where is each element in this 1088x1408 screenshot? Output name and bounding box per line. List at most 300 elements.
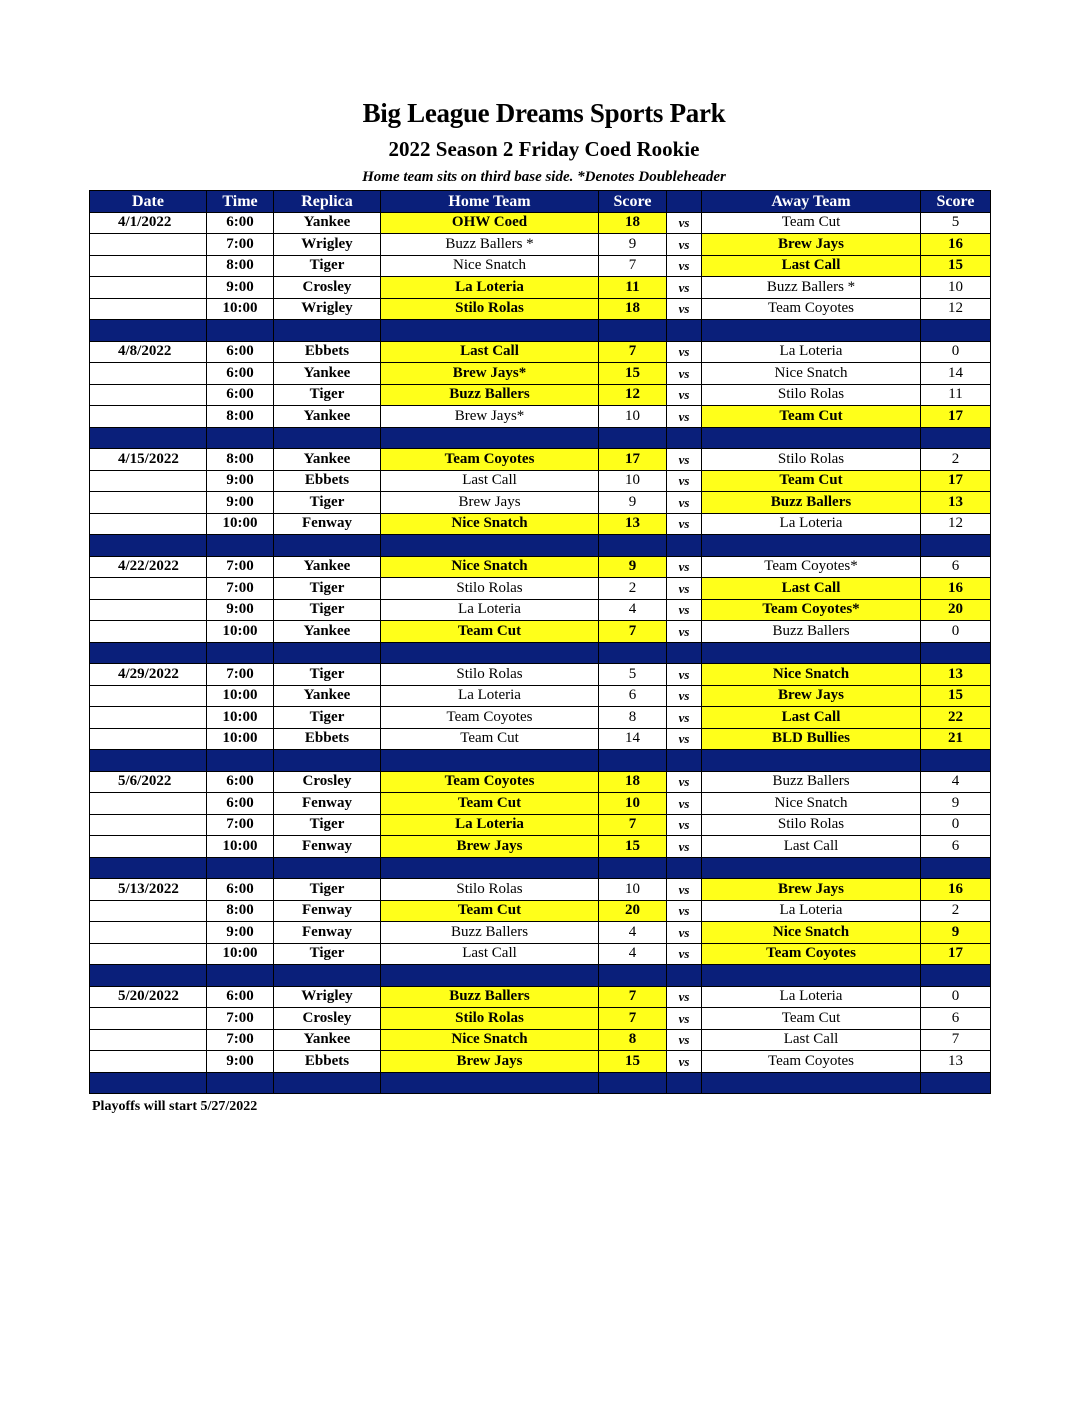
replica-cell: Wrigley (274, 298, 381, 320)
separator-cell (274, 642, 381, 664)
col-header-away-team: Away Team (702, 191, 921, 213)
time-cell: 10:00 (207, 685, 274, 707)
home-team-cell: Team Cut (381, 728, 599, 750)
table-row (90, 793, 991, 815)
separator-cell (702, 535, 921, 557)
schedule-note: Home team sits on third base side. *Denotes Doubleheader (362, 169, 726, 185)
time-cell: 8:00 (207, 900, 274, 922)
away-score-cell: 0 (921, 986, 991, 1008)
replica-cell: Yankee (274, 1029, 381, 1051)
home-score-cell: 7 (599, 621, 667, 643)
separator-cell (381, 642, 599, 664)
replica-cell: Yankee (274, 556, 381, 578)
date-cell (90, 728, 207, 750)
table-row (90, 384, 991, 406)
home-score-cell: 17 (599, 449, 667, 471)
page-subtitle: 2022 Season 2 Friday Coed Rookie (388, 137, 700, 161)
replica-cell: Wrigley (274, 234, 381, 256)
table-row (90, 728, 991, 750)
home-score-cell: 4 (599, 922, 667, 944)
table-row (90, 255, 991, 277)
away-score-cell: 0 (921, 621, 991, 643)
home-team-cell: Buzz Ballers (381, 384, 599, 406)
table-header-row (90, 191, 991, 213)
separator-cell (381, 965, 599, 987)
separator-cell (381, 750, 599, 772)
separator-cell (921, 857, 991, 879)
away-team-cell: La Loteria (702, 513, 921, 535)
away-team-cell: Team Coyotes* (702, 556, 921, 578)
date-cell: 4/15/2022 (90, 449, 207, 471)
separator-cell (381, 1072, 599, 1094)
home-score-cell: 9 (599, 492, 667, 514)
date-cell (90, 599, 207, 621)
time-cell: 7:00 (207, 1008, 274, 1030)
date-cell (90, 814, 207, 836)
separator-cell (207, 857, 274, 879)
home-score-cell: 8 (599, 707, 667, 729)
separator-cell (921, 535, 991, 557)
vs-cell: vs (667, 578, 702, 600)
time-cell: 10:00 (207, 513, 274, 535)
home-score-cell: 5 (599, 664, 667, 686)
table-row (90, 449, 991, 471)
date-cell (90, 621, 207, 643)
date-cell (90, 277, 207, 299)
vs-cell: vs (667, 513, 702, 535)
away-team-cell: Buzz Ballers (702, 492, 921, 514)
time-cell: 6:00 (207, 363, 274, 385)
separator-cell (921, 642, 991, 664)
separator-cell (207, 965, 274, 987)
separator-cell (90, 427, 207, 449)
replica-cell: Fenway (274, 513, 381, 535)
separator-cell (274, 320, 381, 342)
separator-cell (599, 965, 667, 987)
vs-cell: vs (667, 277, 702, 299)
away-score-cell: 17 (921, 470, 991, 492)
away-team-cell: Stilo Rolas (702, 814, 921, 836)
home-team-cell: Nice Snatch (381, 1029, 599, 1051)
separator-cell (667, 535, 702, 557)
replica-cell: Yankee (274, 685, 381, 707)
home-team-cell: Brew Jays (381, 836, 599, 858)
date-cell (90, 1029, 207, 1051)
home-score-cell: 4 (599, 943, 667, 965)
table-row (90, 664, 991, 686)
home-team-cell: Team Cut (381, 900, 599, 922)
date-cell (90, 298, 207, 320)
home-team-cell: Team Coyotes (381, 449, 599, 471)
date-cell (90, 836, 207, 858)
replica-cell: Fenway (274, 836, 381, 858)
away-score-cell: 16 (921, 879, 991, 901)
separator-cell (702, 750, 921, 772)
vs-cell: vs (667, 664, 702, 686)
table-row (90, 298, 991, 320)
away-score-cell: 2 (921, 449, 991, 471)
separator-cell (90, 642, 207, 664)
date-cell (90, 707, 207, 729)
vs-cell: vs (667, 298, 702, 320)
home-team-cell: Brew Jays* (381, 406, 599, 428)
page-title: Big League Dreams Sports Park (362, 98, 726, 128)
away-score-cell: 21 (921, 728, 991, 750)
away-team-cell: BLD Bullies (702, 728, 921, 750)
date-cell (90, 406, 207, 428)
replica-cell: Crosley (274, 277, 381, 299)
replica-cell: Tiger (274, 879, 381, 901)
vs-cell: vs (667, 771, 702, 793)
table-row (90, 943, 991, 965)
date-cell: 4/22/2022 (90, 556, 207, 578)
col-header-home-score: Score (599, 191, 667, 213)
schedule-table (89, 190, 991, 1094)
table-row (90, 212, 991, 234)
table-row (90, 900, 991, 922)
time-cell: 6:00 (207, 771, 274, 793)
home-team-cell: Stilo Rolas (381, 578, 599, 600)
replica-cell: Yankee (274, 406, 381, 428)
vs-cell: vs (667, 814, 702, 836)
home-team-cell: Last Call (381, 943, 599, 965)
home-score-cell: 15 (599, 1051, 667, 1073)
replica-cell: Ebbets (274, 341, 381, 363)
away-score-cell: 15 (921, 685, 991, 707)
date-cell (90, 1051, 207, 1073)
home-team-cell: La Loteria (381, 685, 599, 707)
separator-cell (207, 1072, 274, 1094)
separator-cell (90, 1072, 207, 1094)
away-team-cell: Last Call (702, 836, 921, 858)
separator-cell (599, 750, 667, 772)
separator-cell (274, 1072, 381, 1094)
away-team-cell: La Loteria (702, 341, 921, 363)
date-cell (90, 384, 207, 406)
vs-cell: vs (667, 1029, 702, 1051)
time-cell: 10:00 (207, 298, 274, 320)
vs-cell: vs (667, 900, 702, 922)
table-row (90, 341, 991, 363)
away-team-cell: Team Coyotes (702, 298, 921, 320)
home-score-cell: 10 (599, 793, 667, 815)
separator-cell (381, 427, 599, 449)
home-score-cell: 11 (599, 277, 667, 299)
home-team-cell: Team Cut (381, 621, 599, 643)
separator-cell (599, 320, 667, 342)
separator-cell (207, 320, 274, 342)
home-score-cell: 6 (599, 685, 667, 707)
col-header-date: Date (90, 191, 207, 213)
separator-cell (667, 1072, 702, 1094)
date-cell (90, 578, 207, 600)
separator-cell (381, 535, 599, 557)
home-team-cell: Stilo Rolas (381, 298, 599, 320)
date-cell: 4/1/2022 (90, 212, 207, 234)
home-score-cell: 13 (599, 513, 667, 535)
date-cell (90, 943, 207, 965)
vs-cell: vs (667, 1051, 702, 1073)
home-score-cell: 7 (599, 986, 667, 1008)
replica-cell: Tiger (274, 255, 381, 277)
week-separator-row (90, 535, 991, 557)
away-score-cell: 5 (921, 212, 991, 234)
home-score-cell: 18 (599, 298, 667, 320)
away-score-cell: 2 (921, 900, 991, 922)
time-cell: 7:00 (207, 814, 274, 836)
vs-cell: vs (667, 599, 702, 621)
date-cell (90, 255, 207, 277)
vs-cell: vs (667, 922, 702, 944)
table-row (90, 492, 991, 514)
away-team-cell: Brew Jays (702, 685, 921, 707)
separator-cell (90, 535, 207, 557)
vs-cell: vs (667, 621, 702, 643)
table-row (90, 578, 991, 600)
away-team-cell: Last Call (702, 1029, 921, 1051)
away-score-cell: 15 (921, 255, 991, 277)
time-cell: 8:00 (207, 406, 274, 428)
separator-cell (921, 965, 991, 987)
home-score-cell: 15 (599, 836, 667, 858)
home-score-cell: 7 (599, 1008, 667, 1030)
home-score-cell: 10 (599, 879, 667, 901)
col-header-replica: Replica (274, 191, 381, 213)
table-row (90, 836, 991, 858)
date-cell: 5/20/2022 (90, 986, 207, 1008)
home-team-cell: La Loteria (381, 277, 599, 299)
table-row (90, 277, 991, 299)
separator-cell (207, 750, 274, 772)
home-team-cell: Last Call (381, 341, 599, 363)
table-row (90, 363, 991, 385)
time-cell: 6:00 (207, 212, 274, 234)
week-separator-row (90, 642, 991, 664)
replica-cell: Fenway (274, 922, 381, 944)
table-row (90, 707, 991, 729)
time-cell: 9:00 (207, 1051, 274, 1073)
away-score-cell: 4 (921, 771, 991, 793)
table-row (90, 556, 991, 578)
away-score-cell: 7 (921, 1029, 991, 1051)
table-row (90, 986, 991, 1008)
vs-cell: vs (667, 212, 702, 234)
table-row (90, 771, 991, 793)
separator-cell (207, 642, 274, 664)
vs-cell: vs (667, 449, 702, 471)
replica-cell: Yankee (274, 363, 381, 385)
replica-cell: Yankee (274, 621, 381, 643)
home-team-cell: Buzz Ballers (381, 986, 599, 1008)
table-row (90, 470, 991, 492)
away-team-cell: Brew Jays (702, 234, 921, 256)
away-team-cell: Stilo Rolas (702, 449, 921, 471)
separator-cell (921, 320, 991, 342)
separator-cell (207, 427, 274, 449)
time-cell: 7:00 (207, 1029, 274, 1051)
date-cell: 4/29/2022 (90, 664, 207, 686)
home-score-cell: 4 (599, 599, 667, 621)
separator-cell (667, 427, 702, 449)
separator-cell (702, 320, 921, 342)
separator-cell (599, 535, 667, 557)
away-team-cell: La Loteria (702, 986, 921, 1008)
separator-cell (702, 965, 921, 987)
time-cell: 6:00 (207, 384, 274, 406)
separator-cell (90, 857, 207, 879)
time-cell: 6:00 (207, 986, 274, 1008)
time-cell: 7:00 (207, 578, 274, 600)
vs-cell: vs (667, 470, 702, 492)
date-cell (90, 900, 207, 922)
away-score-cell: 16 (921, 578, 991, 600)
separator-cell (599, 427, 667, 449)
away-team-cell: La Loteria (702, 900, 921, 922)
away-score-cell: 12 (921, 298, 991, 320)
away-score-cell: 0 (921, 814, 991, 836)
home-team-cell: Stilo Rolas (381, 879, 599, 901)
home-team-cell: Team Coyotes (381, 707, 599, 729)
separator-cell (599, 642, 667, 664)
date-cell (90, 234, 207, 256)
home-score-cell: 7 (599, 341, 667, 363)
home-team-cell: Stilo Rolas (381, 664, 599, 686)
away-team-cell: Team Cut (702, 406, 921, 428)
home-score-cell: 12 (599, 384, 667, 406)
home-team-cell: Buzz Ballers * (381, 234, 599, 256)
away-score-cell: 17 (921, 943, 991, 965)
away-score-cell: 6 (921, 1008, 991, 1030)
home-team-cell: Team Coyotes (381, 771, 599, 793)
vs-cell: vs (667, 556, 702, 578)
time-cell: 9:00 (207, 599, 274, 621)
table-row (90, 621, 991, 643)
time-cell: 7:00 (207, 234, 274, 256)
vs-cell: vs (667, 986, 702, 1008)
separator-cell (702, 642, 921, 664)
separator-cell (599, 1072, 667, 1094)
vs-cell: vs (667, 384, 702, 406)
separator-cell (702, 857, 921, 879)
home-score-cell: 18 (599, 771, 667, 793)
table-row (90, 234, 991, 256)
date-cell: 4/8/2022 (90, 341, 207, 363)
away-team-cell: Nice Snatch (702, 793, 921, 815)
separator-cell (702, 1072, 921, 1094)
away-team-cell: Team Coyotes (702, 943, 921, 965)
time-cell: 10:00 (207, 943, 274, 965)
time-cell: 9:00 (207, 277, 274, 299)
separator-cell (667, 750, 702, 772)
separator-cell (921, 750, 991, 772)
home-team-cell: La Loteria (381, 814, 599, 836)
date-cell: 5/6/2022 (90, 771, 207, 793)
away-team-cell: Team Coyotes* (702, 599, 921, 621)
vs-cell: vs (667, 341, 702, 363)
vs-cell: vs (667, 943, 702, 965)
week-separator-row (90, 857, 991, 879)
away-score-cell: 20 (921, 599, 991, 621)
vs-cell: vs (667, 728, 702, 750)
separator-cell (702, 427, 921, 449)
separator-cell (667, 642, 702, 664)
time-cell: 6:00 (207, 341, 274, 363)
separator-cell (274, 750, 381, 772)
col-header-vs (667, 191, 702, 213)
home-score-cell: 2 (599, 578, 667, 600)
date-cell (90, 470, 207, 492)
playoffs-note: Playoffs will start 5/27/2022 (92, 1099, 258, 1114)
home-score-cell: 15 (599, 363, 667, 385)
separator-cell (274, 427, 381, 449)
vs-cell: vs (667, 836, 702, 858)
away-team-cell: Buzz Ballers * (702, 277, 921, 299)
time-cell: 10:00 (207, 836, 274, 858)
replica-cell: Tiger (274, 578, 381, 600)
replica-cell: Ebbets (274, 470, 381, 492)
separator-cell (921, 427, 991, 449)
away-score-cell: 22 (921, 707, 991, 729)
home-score-cell: 10 (599, 406, 667, 428)
table-row (90, 599, 991, 621)
away-score-cell: 9 (921, 922, 991, 944)
date-cell (90, 363, 207, 385)
replica-cell: Yankee (274, 212, 381, 234)
table-row (90, 1008, 991, 1030)
vs-cell: vs (667, 685, 702, 707)
week-separator-row (90, 1072, 991, 1094)
vs-cell: vs (667, 234, 702, 256)
date-cell (90, 793, 207, 815)
away-score-cell: 11 (921, 384, 991, 406)
table-row (90, 406, 991, 428)
table-row (90, 879, 991, 901)
vs-cell: vs (667, 363, 702, 385)
away-team-cell: Brew Jays (702, 879, 921, 901)
separator-cell (921, 1072, 991, 1094)
replica-cell: Fenway (274, 793, 381, 815)
away-score-cell: 14 (921, 363, 991, 385)
separator-cell (599, 857, 667, 879)
col-header-time: Time (207, 191, 274, 213)
separator-cell (207, 535, 274, 557)
time-cell: 10:00 (207, 621, 274, 643)
home-score-cell: 10 (599, 470, 667, 492)
separator-cell (667, 320, 702, 342)
date-cell (90, 492, 207, 514)
time-cell: 9:00 (207, 492, 274, 514)
away-team-cell: Team Cut (702, 470, 921, 492)
separator-cell (274, 965, 381, 987)
away-team-cell: Last Call (702, 255, 921, 277)
replica-cell: Tiger (274, 492, 381, 514)
vs-cell: vs (667, 492, 702, 514)
replica-cell: Wrigley (274, 986, 381, 1008)
home-score-cell: 20 (599, 900, 667, 922)
date-cell (90, 922, 207, 944)
col-header-away-score: Score (921, 191, 991, 213)
home-score-cell: 8 (599, 1029, 667, 1051)
table-row (90, 1051, 991, 1073)
date-cell (90, 513, 207, 535)
home-score-cell: 7 (599, 814, 667, 836)
home-score-cell: 14 (599, 728, 667, 750)
away-team-cell: Buzz Ballers (702, 621, 921, 643)
away-score-cell: 17 (921, 406, 991, 428)
time-cell: 10:00 (207, 707, 274, 729)
time-cell: 8:00 (207, 449, 274, 471)
time-cell: 7:00 (207, 664, 274, 686)
